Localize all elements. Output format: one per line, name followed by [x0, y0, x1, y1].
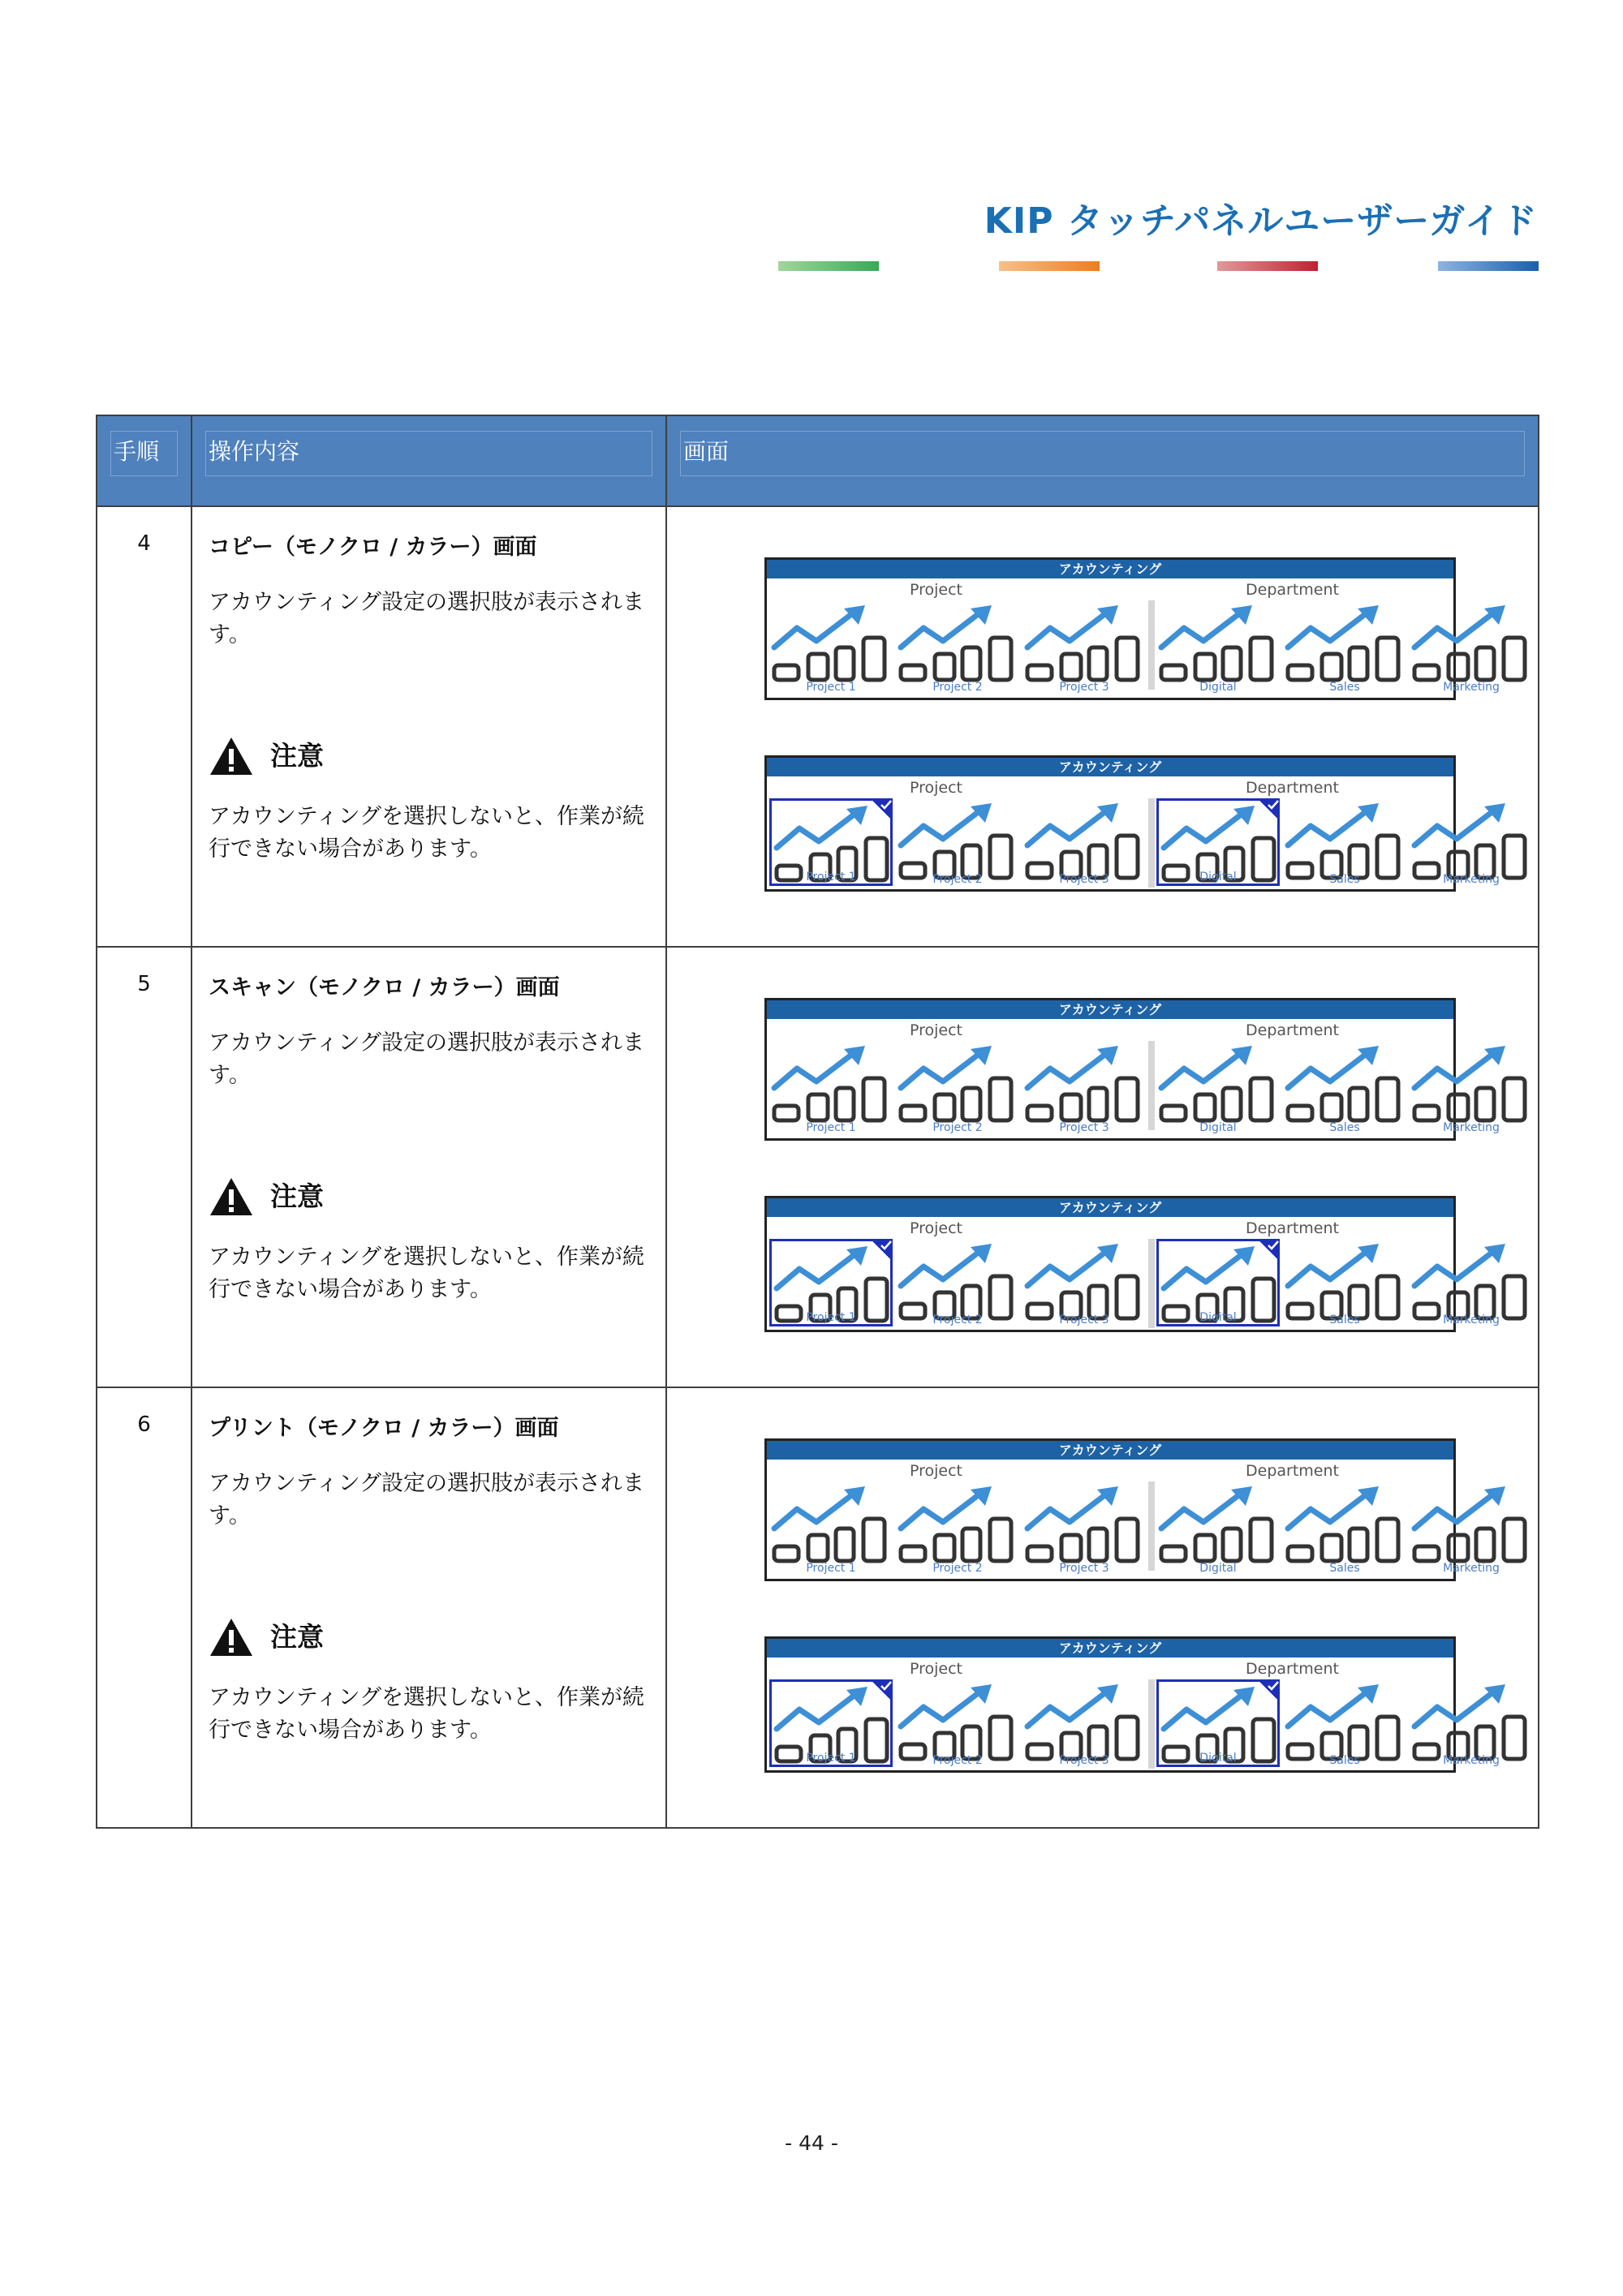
group-label-department: Department	[1246, 581, 1339, 599]
chart-trend-icon	[896, 1481, 1019, 1564]
chart-trend-icon	[1022, 1481, 1146, 1564]
header-operation: 操作内容	[192, 415, 666, 506]
account-tile-marketing[interactable]	[1410, 798, 1533, 886]
account-tile-sales[interactable]	[1283, 1239, 1406, 1326]
checkmark-icon	[1257, 1679, 1280, 1702]
group-label-department: Department	[1246, 1219, 1339, 1237]
operation-cell	[192, 947, 666, 1387]
tile-label: Project 2	[932, 1121, 983, 1134]
account-tile-project-1[interactable]	[769, 600, 893, 694]
group-label-project: Project	[910, 1462, 963, 1480]
screen-cell	[666, 1387, 1539, 1828]
tile-label: Project 1	[806, 681, 856, 694]
chart-trend-icon	[1283, 798, 1406, 881]
chart-trend-icon	[896, 798, 1019, 881]
chart-trend-icon	[1283, 1041, 1406, 1124]
chart-trend-icon	[1022, 1041, 1146, 1124]
account-tile-project-3[interactable]	[1022, 600, 1146, 694]
group-divider	[1148, 1481, 1155, 1571]
chart-trend-icon	[1283, 600, 1406, 683]
chart-trend-icon	[1410, 1679, 1533, 1762]
tile-label: Project 1	[806, 871, 856, 884]
table-row	[97, 947, 1539, 1387]
checkmark-icon	[1257, 1239, 1280, 1262]
chart-trend-icon	[769, 600, 893, 683]
chart-trend-icon	[896, 600, 1019, 683]
group-label-project: Project	[910, 1660, 963, 1678]
caution-heading	[209, 1617, 649, 1658]
document-title: KIP タッチパネルユーザーガイド	[984, 200, 1538, 242]
chart-trend-icon	[1283, 1481, 1406, 1564]
accounting-panel-default	[764, 998, 1500, 1141]
tile-label: Marketing	[1443, 1754, 1500, 1767]
tile-label: Marketing	[1443, 873, 1500, 886]
tile-label: Project 2	[932, 1754, 983, 1767]
group-divider	[1148, 600, 1155, 690]
tile-label: Digital	[1199, 1562, 1237, 1575]
tile-label: Project 3	[1059, 1314, 1109, 1326]
account-tile-digital[interactable]	[1156, 600, 1280, 694]
account-tile-digital[interactable]	[1156, 1679, 1280, 1767]
tile-label: Project 3	[1059, 873, 1109, 886]
account-tile-digital[interactable]	[1156, 1041, 1280, 1134]
tile-label: Project 2	[932, 681, 983, 694]
chart-trend-icon	[1410, 798, 1533, 881]
panel-title-bar: アカウンティング	[767, 1639, 1453, 1658]
caution-text: アカウンティングを選択しないと、作業が続行できない場合があります。	[209, 804, 645, 862]
tile-label: Sales	[1329, 681, 1360, 694]
chart-trend-icon	[1410, 600, 1533, 683]
group-divider	[1148, 1041, 1155, 1130]
tile-label: Project 1	[806, 1752, 856, 1765]
caution-label: 注意	[270, 1180, 324, 1212]
account-tile-sales[interactable]	[1283, 1481, 1406, 1575]
group-label-project: Project	[910, 779, 963, 797]
tile-label: Sales	[1329, 1121, 1360, 1134]
step-number: 6	[137, 1412, 151, 1437]
table-header-row	[97, 415, 1539, 506]
chart-trend-icon	[769, 1481, 893, 1564]
tile-label: Project 1	[806, 1311, 856, 1324]
account-tile-project-3[interactable]	[1022, 1041, 1146, 1134]
warning-icon	[209, 736, 254, 776]
chart-trend-icon	[1156, 1041, 1280, 1124]
tile-label: Sales	[1329, 873, 1360, 886]
account-tile-marketing[interactable]	[1410, 1041, 1533, 1134]
account-tile-project-3[interactable]	[1022, 1679, 1146, 1767]
header-screen: 画面	[666, 415, 1539, 506]
account-tile-marketing[interactable]	[1410, 1679, 1533, 1767]
screen-cell	[666, 947, 1539, 1387]
account-tile-sales[interactable]	[1283, 1679, 1406, 1767]
group-divider	[1148, 1679, 1155, 1769]
account-tile-project-3[interactable]	[1022, 1239, 1146, 1326]
accounting-panel-selected	[764, 1196, 1500, 1332]
tile-label: Marketing	[1443, 1314, 1500, 1326]
checkmark-icon	[870, 1679, 893, 1702]
panel-title-bar: アカウンティング	[767, 1441, 1453, 1460]
operation-cell	[192, 506, 666, 947]
tile-label: Project 2	[932, 873, 983, 886]
page-number: - 44 -	[785, 2131, 838, 2155]
account-tile-sales[interactable]	[1283, 798, 1406, 886]
account-tile-marketing[interactable]	[1410, 1481, 1533, 1575]
step-cell	[97, 506, 192, 947]
accounting-panel-selected	[764, 1636, 1500, 1773]
group-divider	[1148, 1239, 1155, 1328]
chart-trend-icon	[896, 1041, 1019, 1124]
warning-icon	[209, 1176, 254, 1217]
caution-label: 注意	[270, 1621, 324, 1653]
caution-heading	[209, 736, 649, 776]
account-tile-project-1[interactable]	[769, 798, 893, 886]
caution-text: アカウンティングを選択しないと、作業が続行できない場合があります。	[209, 1685, 645, 1743]
chart-trend-icon	[1156, 600, 1280, 683]
red-accent-stripe	[1217, 261, 1318, 271]
account-tile-project-1[interactable]	[769, 1239, 893, 1326]
tile-label: Project 2	[932, 1562, 983, 1575]
panel-title-bar: アカウンティング	[767, 1198, 1453, 1217]
tile-label: Digital	[1199, 1121, 1237, 1134]
account-tile-marketing[interactable]	[1410, 1239, 1533, 1326]
tile-label: Project 2	[932, 1314, 983, 1326]
chart-trend-icon	[1410, 1481, 1533, 1564]
chart-trend-icon	[896, 1679, 1019, 1762]
screen-title: プリント（モノクロ / カラー）画面	[209, 1416, 559, 1441]
group-label-department: Department	[1246, 1462, 1339, 1480]
account-tile-project-1[interactable]	[769, 1481, 893, 1575]
chart-trend-icon	[1410, 1041, 1533, 1124]
description-text: アカウンティング設定の選択肢が表示されます。	[209, 1030, 645, 1088]
tile-label: Project 1	[806, 1562, 856, 1575]
accounting-panel-default	[764, 1438, 1500, 1581]
chart-trend-icon	[1022, 1679, 1146, 1762]
steps-table	[96, 415, 1539, 1829]
group-divider	[1148, 798, 1155, 888]
tile-label: Marketing	[1443, 681, 1500, 694]
blue-accent-stripe	[1438, 261, 1539, 271]
accounting-panel-default	[764, 557, 1500, 700]
tile-label: Marketing	[1443, 1562, 1500, 1575]
header-step: 手順	[97, 415, 192, 506]
group-label-project: Project	[910, 1021, 963, 1039]
table-row	[97, 1387, 1539, 1828]
tile-label: Marketing	[1443, 1121, 1500, 1134]
group-label-project: Project	[910, 581, 963, 599]
chart-trend-icon	[1022, 798, 1146, 881]
step-cell	[97, 1387, 192, 1828]
tile-label: Sales	[1329, 1314, 1360, 1326]
chart-trend-icon	[1410, 1239, 1533, 1322]
step-number: 4	[137, 531, 151, 556]
tile-label: Project 1	[806, 1121, 856, 1134]
account-tile-project-2[interactable]	[896, 1041, 1019, 1134]
tile-label: Project 3	[1059, 1562, 1109, 1575]
description-text: アカウンティング設定の選択肢が表示されます。	[209, 590, 645, 647]
orange-accent-stripe	[999, 261, 1100, 271]
screen-title: コピー（モノクロ / カラー）画面	[209, 535, 537, 560]
panel-title-bar: アカウンティング	[767, 1000, 1453, 1019]
account-tile-marketing[interactable]	[1410, 600, 1533, 694]
chart-trend-icon	[896, 1239, 1019, 1322]
group-label-department: Department	[1246, 1021, 1339, 1039]
account-tile-project-1[interactable]	[769, 1041, 893, 1134]
account-tile-project-1[interactable]	[769, 1679, 893, 1767]
tile-label: Project 3	[1059, 1121, 1109, 1134]
account-tile-project-3[interactable]	[1022, 798, 1146, 886]
screen-cell	[666, 506, 1539, 947]
caution-label: 注意	[270, 740, 324, 772]
account-tile-digital[interactable]	[1156, 1239, 1280, 1326]
accounting-panel-selected	[764, 755, 1500, 892]
account-tile-project-2[interactable]	[896, 600, 1019, 694]
account-tile-sales[interactable]	[1283, 1041, 1406, 1134]
panel-title-bar: アカウンティング	[767, 560, 1453, 578]
account-tile-project-2[interactable]	[896, 1481, 1019, 1575]
checkmark-icon	[870, 1239, 893, 1262]
tile-label: Sales	[1329, 1754, 1360, 1767]
step-number: 5	[137, 972, 151, 996]
chart-trend-icon	[1283, 1679, 1406, 1762]
step-cell	[97, 947, 192, 1387]
chart-trend-icon	[1283, 1239, 1406, 1322]
chart-trend-icon	[1156, 1481, 1280, 1564]
account-tile-project-2[interactable]	[896, 1679, 1019, 1767]
table-row	[97, 506, 1539, 947]
account-tile-project-2[interactable]	[896, 798, 1019, 886]
green-accent-stripe	[778, 261, 879, 271]
account-tile-project-2[interactable]	[896, 1239, 1019, 1326]
tile-label: Sales	[1329, 1562, 1360, 1575]
screen-title: スキャン（モノクロ / カラー）画面	[209, 975, 560, 1000]
tile-label: Digital	[1199, 681, 1237, 694]
chart-trend-icon	[769, 1041, 893, 1124]
caution-heading	[209, 1176, 649, 1217]
group-label-project: Project	[910, 1219, 963, 1237]
group-label-department: Department	[1246, 779, 1339, 797]
tile-label: Digital	[1199, 1311, 1237, 1324]
checkmark-icon	[1257, 798, 1280, 821]
group-label-department: Department	[1246, 1660, 1339, 1678]
operation-cell	[192, 1387, 666, 1828]
description-text: アカウンティング設定の選択肢が表示されます。	[209, 1471, 645, 1529]
tile-label: Project 3	[1059, 681, 1109, 694]
panel-title-bar: アカウンティング	[767, 758, 1453, 776]
account-tile-digital[interactable]	[1156, 798, 1280, 886]
chart-trend-icon	[1022, 600, 1146, 683]
account-tile-project-3[interactable]	[1022, 1481, 1146, 1575]
account-tile-digital[interactable]	[1156, 1481, 1280, 1575]
account-tile-sales[interactable]	[1283, 600, 1406, 694]
checkmark-icon	[870, 798, 893, 821]
tile-label: Digital	[1199, 1752, 1237, 1765]
tile-label: Project 3	[1059, 1754, 1109, 1767]
caution-text: アカウンティングを選択しないと、作業が続行できない場合があります。	[209, 1245, 645, 1302]
warning-icon	[209, 1617, 254, 1658]
chart-trend-icon	[1022, 1239, 1146, 1322]
tile-label: Digital	[1199, 871, 1237, 884]
